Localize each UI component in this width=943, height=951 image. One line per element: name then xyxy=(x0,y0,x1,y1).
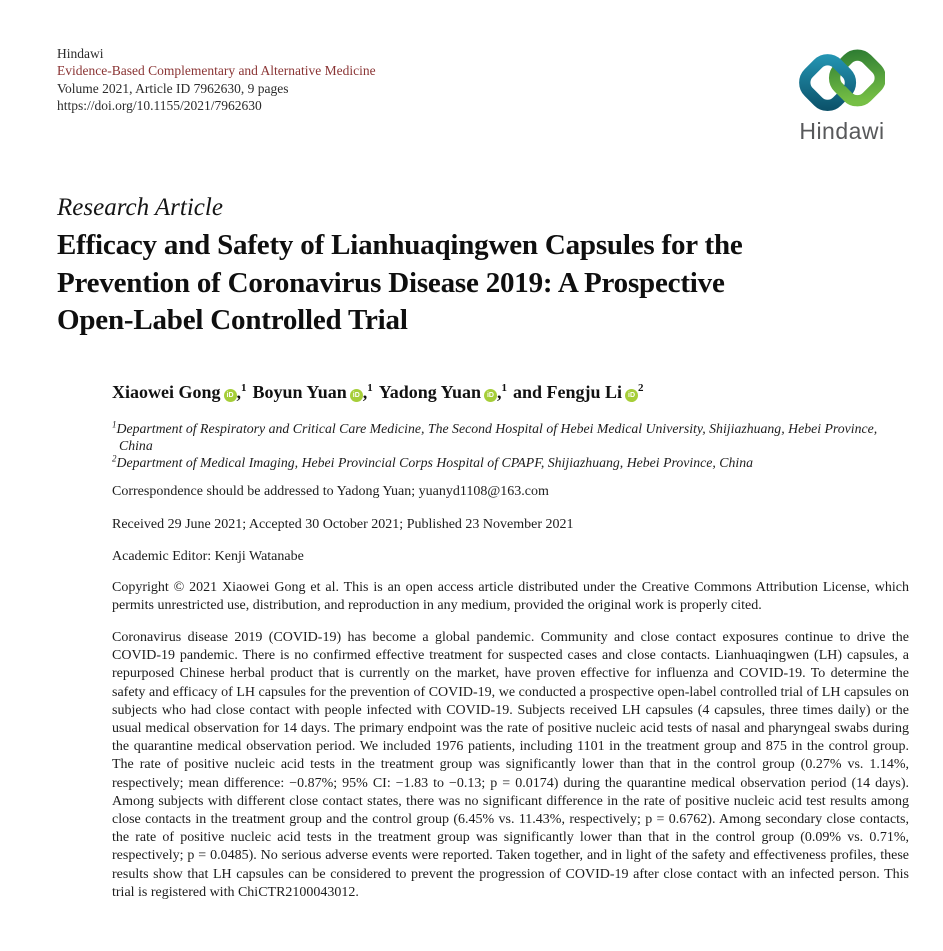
publisher-name: Hindawi xyxy=(57,46,104,61)
affiliation-text: Department of Medical Imaging, Hebei Provincial Corps Hospital of CPAPF, Shijiazhuang, Hebei Province, China xyxy=(116,454,754,470)
article-type-label: Research Article xyxy=(57,194,223,221)
orcid-icon[interactable]: iD xyxy=(625,389,638,402)
author xyxy=(112,382,247,402)
journal-name: Evidence-Based Complementary and Alternative Medicine xyxy=(57,63,376,79)
correspondence-line: Correspondence should be addressed to Yadong Yuan; yuanyd1108@163.com xyxy=(112,484,549,499)
author-separator: , xyxy=(362,382,368,402)
author-name: Boyun Yuan xyxy=(252,382,347,402)
author-list xyxy=(112,382,650,403)
orcid-icon[interactable]: iD xyxy=(484,389,497,402)
article-title-line: Open-Label Controlled Trial xyxy=(57,304,408,336)
author-name: Yadong Yuan xyxy=(378,382,481,402)
author xyxy=(513,382,644,402)
affiliation-sup: 2 xyxy=(112,453,117,463)
history-line: Received 29 June 2021; Accepted 30 October 2021; Published 23 November 2021 xyxy=(112,517,574,532)
orcid-icon[interactable]: iD xyxy=(350,389,363,402)
affiliation-list xyxy=(112,421,914,471)
author-separator: , xyxy=(236,382,242,402)
author-affiliation-sup: 1 xyxy=(501,382,507,394)
author-affiliation-sup: 2 xyxy=(638,382,644,394)
author-affiliation-sup: 1 xyxy=(241,382,247,394)
affiliation xyxy=(112,421,914,455)
author-affiliation-sup: 1 xyxy=(367,382,373,394)
author xyxy=(253,382,373,402)
author xyxy=(379,382,507,402)
masthead xyxy=(57,45,376,115)
doi-link[interactable]: https://doi.org/10.1155/2021/7962630 xyxy=(57,98,262,114)
author-name: Fengju Li xyxy=(546,382,623,402)
affiliation xyxy=(112,455,914,472)
article-title-line: Prevention of Coronavirus Disease 2019: A Prospective xyxy=(57,266,725,299)
author-prefix: and xyxy=(512,382,547,402)
volume-line: Volume 2021, Article ID 7962630, 9 pages xyxy=(57,80,289,96)
article-title-line: Efficacy and Safety of Lianhuaqingwen Capsules for the xyxy=(57,229,743,261)
hindawi-logo-icon xyxy=(799,44,885,116)
hindawi-logo xyxy=(794,44,890,145)
academic-editor-line: Academic Editor: Kenji Watanabe xyxy=(112,549,304,564)
abstract-text: Coronavirus disease 2019 (COVID-19) has become a global pandemic. Community and close contact exposures continue to drive the COVID-19 pandemic. There is no confirmed effective treatment for suspected cases and close contacts. Lianhuaqingwen (LH) capsules, a repurposed Chinese herbal product that is currently on the market, have proven effective for influenza and COVID-19. To determine the safety and efficacy of LH capsules for the prevention of COVID-19, we conducted a prospective open-label controlled trial of LH capsules on subjects who had close contact with people infected with COVID-19. Subjects received LH capsules (4 capsules, three times daily) or the usual medical observation for 14 days. The primary endpoint was the rate of positive nucleic acid tests of nasal and pharyngeal swabs during the quarantine medical observation period. We included 1976 patients, including 1101 in the treatment group and 875 in the control group. The rate of positive nucleic acid tests in the treatment group was significantly lower than that in the control group (0.27% vs. 1.14%, respectively; mean difference: −0.87%; 95% CI: −1.83 to −0.13; p = 0.0174) during the quarantine medical observation period (14 days). Among subjects with different close contact states, there was no significant difference in the rate of positive nucleic acid test results among close contacts in the treatment group and the control group (6.45% vs. 11.43%, respectively; p = 0.6762). Among secondary close contacts, the rate of positive nucleic acid tests in the treatment group was significantly lower than that in the control group (0.09% vs. 0.71%, respectively; p = 0.0485). No serious adverse events were reported. Taken together, and in light of the safety and effectiveness profiles, these results show that LH capsules can be considered to prevent the progression of COVID-19 after close contact with an infected person. This trial is registered with ChiCTR2100043012. xyxy=(112,630,909,900)
logo-wordmark: Hindawi xyxy=(799,118,885,144)
copyright-notice: Copyright © 2021 Xiaowei Gong et al. This is an open access article distributed under the Creative Commons Attribution License, which permits unrestricted use, distribution, and reproduction in any medium, provided the original work is properly cited. xyxy=(112,580,909,613)
article-title xyxy=(57,227,857,340)
author-name: Xiaowei Gong xyxy=(112,382,221,402)
orcid-icon[interactable]: iD xyxy=(224,389,237,402)
affiliation-text: Department of Respiratory and Critical Care Medicine, The Second Hospital of Hebei Medical University, Shijiazhuang, Hebei Province, China xyxy=(116,421,878,453)
affiliation-sup: 1 xyxy=(112,419,117,430)
author-separator: , xyxy=(496,382,502,402)
